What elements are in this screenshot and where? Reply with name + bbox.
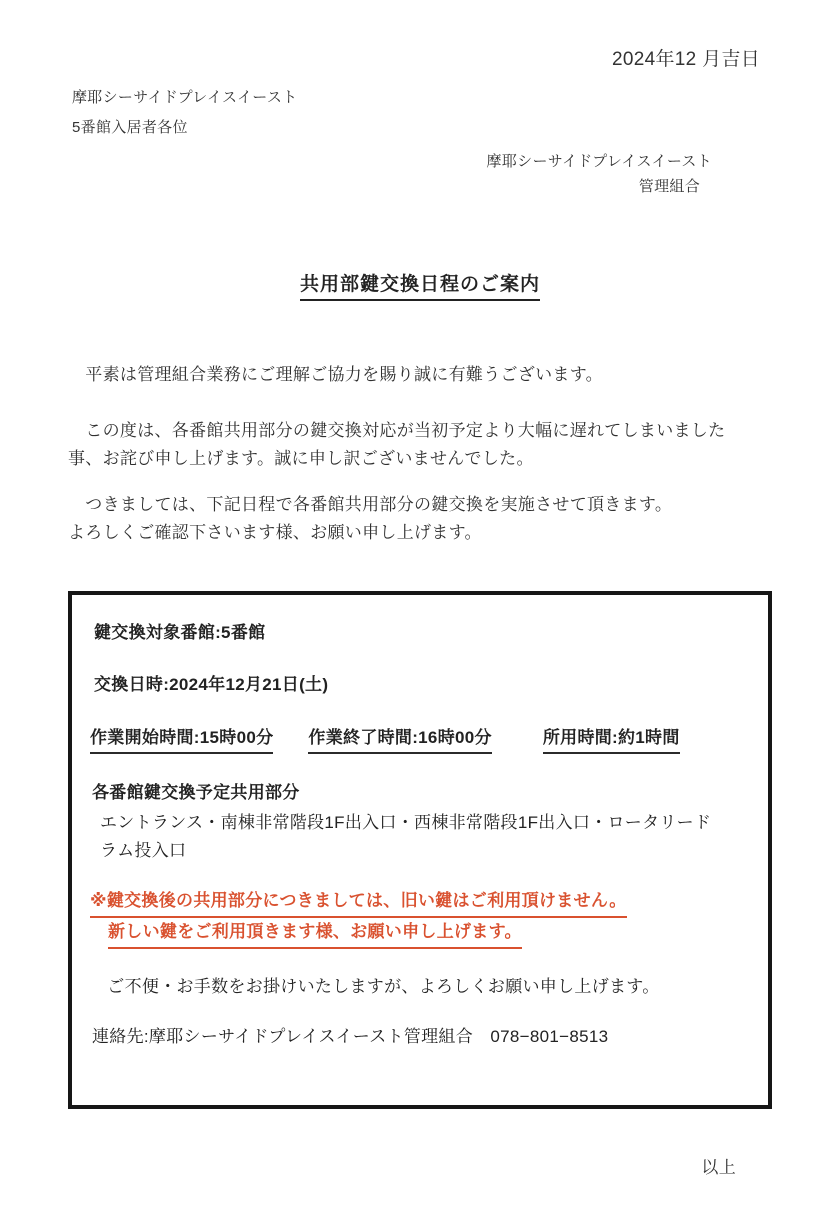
apology-line-2: 事、お詫び申し上げます。誠に申し訳ございませんでした。 — [68, 449, 534, 468]
schedule-intro-paragraph — [0, 491, 840, 547]
schedule-intro-line-2: よろしくご確認下さいます様、お願い申し上げます。 — [68, 523, 482, 542]
work-times-row — [90, 726, 748, 754]
greeting-paragraph: 平素は管理組合業務にご理解ご協力を賜り誠に有難うございます。 — [68, 365, 603, 384]
apology-line-1: この度は、各番館共用部分の鍵交換対応が当初予定より大幅に遅れてしまいました — [68, 421, 726, 440]
sender-name: 摩耶シーサイドプレイスイースト — [486, 153, 712, 170]
document-title: 共用部鍵交換日程のご案内 — [300, 269, 540, 301]
title-row — [0, 269, 840, 301]
old-key-warning-line-1: ※鍵交換後の共用部分につきましては、旧い鍵はご利用頂けません。 — [90, 887, 627, 918]
work-start-time: 作業開始時間:15時00分 — [90, 726, 273, 754]
letter-date: 2024年12 月吉日 — [612, 49, 760, 70]
common-areas-list: エントランス・南棟非常階段1F出入口・西棟非常階段1F出入口・ロータリードラム投入口 — [100, 813, 712, 860]
common-areas-heading: 各番館鍵交換予定共用部分 — [92, 783, 300, 802]
work-duration: 所用時間:約1時間 — [543, 726, 680, 754]
sender-org: 管理組合 — [638, 178, 700, 195]
apology-paragraph — [0, 417, 840, 473]
contact-info: 連絡先:摩耶シーサイドプレイスイースト管理組合 078−801−8513 — [92, 1027, 609, 1046]
new-key-warning-line-2-wrap — [90, 922, 522, 941]
closing-ijou: 以上 — [701, 1158, 736, 1177]
schedule-intro-line-1: つきましては、下記日程で各番館共用部分の鍵交換を実施させて頂きます。 — [68, 495, 673, 514]
schedule-info-box — [68, 591, 772, 1109]
new-key-warning-line-2: 新しい鍵をご利用頂きます様、お願い申し上げます。 — [108, 918, 522, 949]
sender-block — [0, 149, 840, 199]
exchange-target-building: 鍵交換対象番館:5番館 — [94, 623, 266, 642]
work-end-time: 作業終了時間:16時00分 — [308, 726, 491, 754]
old-key-warning — [90, 887, 748, 949]
inconvenience-apology: ご不便・お手数をお掛けいたしますが、よろしくお願い申し上げます。 — [90, 977, 660, 996]
recipient-addressee: 5番館入居者各位 — [72, 119, 188, 136]
recipient-block — [0, 83, 840, 143]
recipient-name: 摩耶シーサイドプレイスイースト — [72, 89, 298, 106]
exchange-datetime: 交換日時:2024年12月21日(土) — [94, 675, 329, 694]
